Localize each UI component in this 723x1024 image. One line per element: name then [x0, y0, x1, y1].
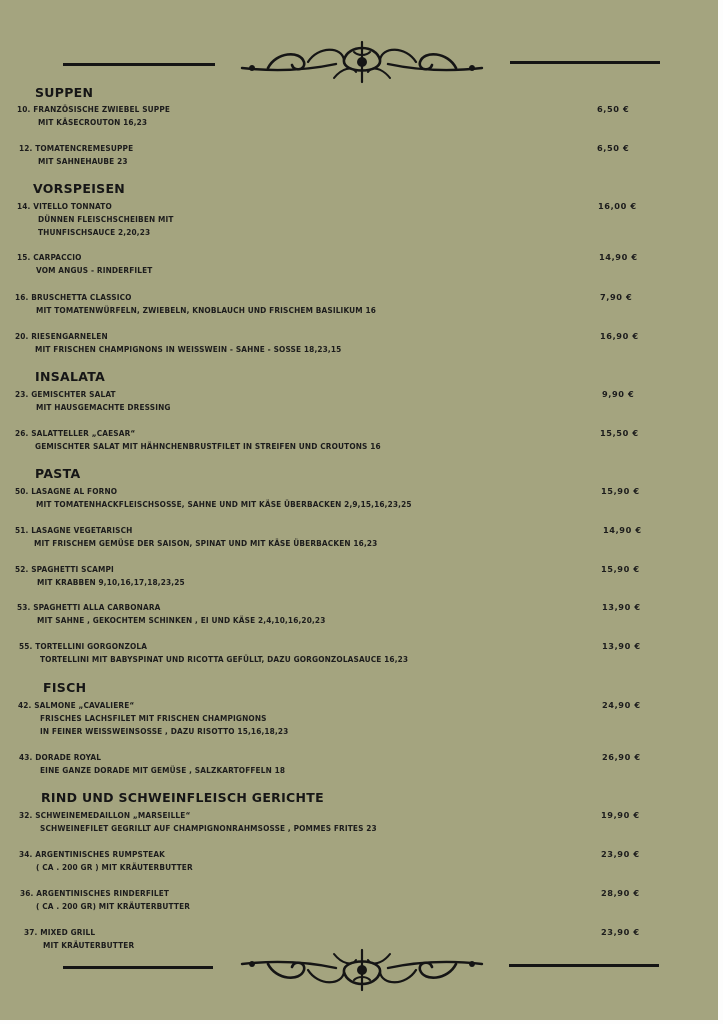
item-price: 23,90 €	[601, 927, 640, 937]
item-description: MIT SAHNE , GEKOCHTEM SCHINKEN , EI UND KÄSE 2,4,10,16,20,23	[37, 615, 326, 625]
item-description: MIT TOMATENWÜRFELN, ZWIEBELN, KNOBLAUCH UND FRISCHEM BASILIKUM 16	[36, 305, 377, 315]
item-name: 16. BRUSCHETTA CLASSICO	[15, 292, 132, 302]
item-number: 51.	[15, 525, 29, 535]
item-name: 51. LASAGNE VEGETARISCH	[15, 525, 133, 535]
item-description: MIT KÄSECROUTON 16,23	[38, 117, 148, 127]
section-title-rind-schwein: RIND UND SCHWEINFLEISCH GERICHTE	[41, 790, 324, 805]
item-name: 10. FRANZÖSISCHE ZWIEBEL SUPPE	[17, 104, 171, 114]
item-price: 9,90 €	[602, 389, 635, 399]
item-price: 16,90 €	[600, 331, 639, 341]
menu-item	[0, 564, 718, 598]
item-description: MIT HAUSGEMACHTE DRESSING	[36, 402, 171, 412]
ornament-top-icon	[238, 38, 486, 86]
item-number: 42.	[18, 700, 32, 710]
item-number: 10.	[17, 104, 31, 114]
item-name: 32. SCHWEINEMEDAILLON „MARSEILLE“	[19, 810, 191, 820]
item-description: MIT TOMATENHACKFLEISCHSOSSE, SAHNE UND MIT KÄSE ÜBERBACKEN 2,9,15,16,23,25	[36, 499, 412, 509]
item-price: 14,90 €	[599, 252, 638, 262]
item-name: 37. MIXED GRILL	[24, 927, 96, 937]
item-description: VOM ANGUS - RINDERFILET	[36, 265, 153, 275]
section-title-suppen: SUPPEN	[35, 85, 94, 100]
item-name: 34. ARGENTINISCHES RUMPSTEAK	[19, 849, 166, 859]
item-number: 52.	[15, 564, 29, 574]
item-name: 50. LASAGNE AL FORNO	[15, 486, 118, 496]
item-description: MIT KRABBEN 9,10,16,17,18,23,25	[37, 577, 185, 587]
item-description: DÜNNEN FLEISCHSCHEIBEN MIT	[38, 214, 174, 224]
bottom-rule-left	[63, 966, 213, 969]
item-description: FRISCHES LACHSFILET MIT FRISCHEN CHAMPIGNONS	[40, 713, 267, 723]
item-number: 50.	[15, 486, 29, 496]
item-number: 32.	[19, 810, 33, 820]
item-price: 28,90 €	[601, 888, 640, 898]
item-price: 13,90 €	[602, 602, 641, 612]
item-name: 55. TORTELLINI GORGONZOLA	[19, 641, 148, 651]
menu-item	[0, 700, 718, 734]
item-price: 24,90 €	[602, 700, 641, 710]
item-price: 23,90 €	[601, 849, 640, 859]
item-name: 20. RIESENGARNELEN	[15, 331, 108, 341]
item-number: 55.	[19, 641, 33, 651]
item-name: 43. DORADE ROYAL	[19, 752, 102, 762]
item-name: 26. SALATTELLER „CAESAR“	[15, 428, 136, 438]
item-number: 16.	[15, 292, 29, 302]
item-number: 36.	[20, 888, 34, 898]
menu-item	[0, 486, 718, 520]
item-name: 23. GEMISCHTER SALAT	[15, 389, 116, 399]
top-rule-left	[63, 63, 215, 66]
menu-item	[0, 104, 718, 138]
menu-item	[0, 525, 718, 559]
item-price: 13,90 €	[602, 641, 641, 651]
item-name: 42. SALMONE „CAVALIERE“	[18, 700, 135, 710]
item-description: THUNFISCHSAUCE 2,20,23	[38, 227, 151, 237]
menu-item	[0, 641, 718, 675]
menu-item	[0, 602, 718, 636]
menu-item	[0, 143, 718, 177]
item-number: 37.	[24, 927, 38, 937]
item-description: ( CA . 200 GR) MIT KRÄUTERBUTTER	[36, 901, 191, 911]
menu-item	[0, 292, 718, 326]
item-number: 34.	[19, 849, 33, 859]
item-description: MIT KRÄUTERBUTTER	[43, 940, 135, 950]
bottom-rule-right	[509, 964, 659, 967]
menu-item	[0, 201, 718, 235]
menu-item	[0, 888, 718, 922]
item-number: 26.	[15, 428, 29, 438]
item-price: 15,90 €	[601, 564, 640, 574]
item-number: 15.	[17, 252, 31, 262]
item-number: 12.	[19, 143, 33, 153]
item-name: 52. SPAGHETTI SCAMPI	[15, 564, 114, 574]
item-description: EINE GANZE DORADE MIT GEMÜSE , SALZKARTOFFELN 18	[40, 765, 286, 775]
menu-item	[0, 428, 718, 462]
menu-item	[0, 331, 718, 365]
menu-item	[0, 752, 718, 786]
section-title-pasta: PASTA	[35, 466, 81, 481]
item-price: 19,90 €	[601, 810, 640, 820]
item-name: 36. ARGENTINISCHES RINDERFILET	[20, 888, 170, 898]
item-name: 53. SPAGHETTI ALLA CARBONARA	[17, 602, 161, 612]
item-price: 6,50 €	[597, 104, 630, 114]
item-number: 23.	[15, 389, 29, 399]
menu-item	[0, 389, 718, 423]
item-price: 15,50 €	[600, 428, 639, 438]
item-price: 6,50 €	[597, 143, 630, 153]
menu-item	[0, 252, 718, 286]
menu-item	[0, 810, 718, 844]
menu-item	[0, 927, 718, 961]
item-description: IN FEINER WEISSWEINSOSSE , DAZU RISOTTO 15,16,18,23	[40, 726, 289, 736]
item-description: SCHWEINEFILET GEGRILLT AUF CHAMPIGNONRAHMSOSSE , POMMES FRITES 23	[40, 823, 377, 833]
menu-item	[0, 849, 718, 883]
item-number: 53.	[17, 602, 31, 612]
item-description: MIT FRISCHEM GEMÜSE DER SAISON, SPINAT UND MIT KÄSE ÜBERBACKEN 16,23	[34, 538, 378, 548]
item-number: 14.	[17, 201, 31, 211]
top-rule-right	[510, 61, 660, 64]
item-number: 43.	[19, 752, 33, 762]
item-number: 20.	[15, 331, 29, 341]
section-title-fisch: FISCH	[43, 680, 87, 695]
item-name: 14. VITELLO TONNATO	[17, 201, 112, 211]
item-description: TORTELLINI MIT BABYSPINAT UND RICOTTA GEFÜLLT, DAZU GORGONZOLASAUCE 16,23	[40, 654, 409, 664]
item-description: ( CA . 200 GR ) MIT KRÄUTERBUTTER	[36, 862, 193, 872]
item-price: 14,90 €	[603, 525, 642, 535]
item-name: 15. CARPACCIO	[17, 252, 82, 262]
item-name: 12. TOMATENCREMESUPPE	[19, 143, 134, 153]
item-description: MIT SAHNEHAUBE 23	[38, 156, 128, 166]
section-title-vorspeisen: VORSPEISEN	[33, 181, 126, 196]
section-title-insalata: INSALATA	[35, 369, 106, 384]
item-price: 16,00 €	[598, 201, 637, 211]
item-description: MIT FRISCHEN CHAMPIGNONS IN WEISSWEIN - SAHNE - SOSSE 18,23,15	[35, 344, 342, 354]
item-price: 26,90 €	[602, 752, 641, 762]
item-price: 15,90 €	[601, 486, 640, 496]
item-price: 7,90 €	[600, 292, 633, 302]
item-description: GEMISCHTER SALAT MIT HÄHNCHENBRUSTFILET IN STREIFEN UND CROUTONS 16	[35, 441, 381, 451]
